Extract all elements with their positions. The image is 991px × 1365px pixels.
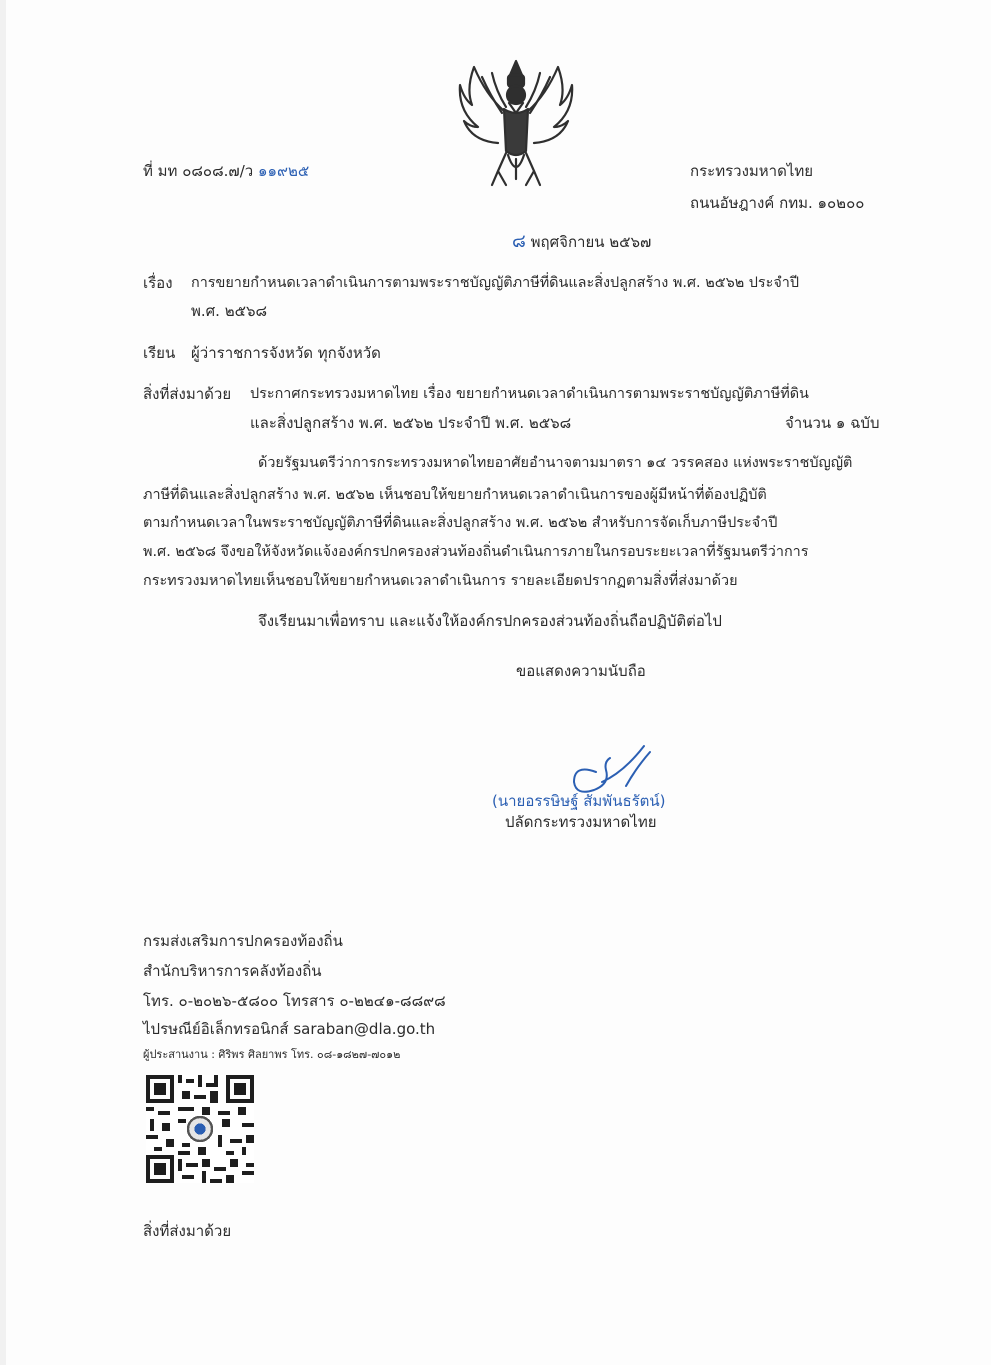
letter-date — [512, 231, 651, 253]
enclosure-label: สิ่งที่ส่งมาด้วย — [143, 385, 232, 403]
footer-email: ไปรษณีย์อิเล็กทรอนิกส์ saraban@dla.go.th — [143, 1020, 436, 1038]
subject-line-1: การขยายกำหนดเวลาดำเนินการตามพระราชบัญญัติภาษีที่ดินและสิ่งปลูกสร้าง พ.ศ. ๒๕๖๒ ประจำปี — [191, 275, 800, 291]
footer-phone: โทร. ๐-๒๐๒๖-๕๘๐๐ โทรสาร ๐-๒๒๔๑-๘๘๙๘ — [143, 992, 446, 1010]
closing-salutation: ขอแสดงความนับถือ — [516, 662, 646, 680]
body-line-3: ตามกำหนดเวลาในพระราชบัญญัติภาษีที่ดินและสิ่งปลูกสร้าง พ.ศ. ๒๕๖๒ สำหรับการจัดเก็บภาษีประจำปี — [143, 515, 778, 531]
date-month-year: พฤศจิกายน ๒๕๖๗ — [530, 233, 652, 251]
body-line-1: ด้วยรัฐมนตรีว่าการกระทรวงมหาดไทยอาศัยอำนาจตามมาตรา ๑๔ วรรคสอง แห่งพระราชบัญญัติ — [258, 455, 853, 471]
attachment-label: สิ่งที่ส่งมาด้วย — [143, 1222, 232, 1240]
date-day: ๘ — [512, 231, 526, 252]
subject-label: เรื่อง — [143, 274, 173, 292]
recipient-label: เรียน — [143, 344, 176, 362]
footer-coordinator: ผู้ประสานงาน : ศิริพร ศิลยาพร โทร. ๐๘-๑๘๒๗-๗๐๑๒ — [143, 1048, 401, 1061]
recipient-value: ผู้ว่าราชการจังหวัด ทุกจังหวัด — [191, 344, 381, 362]
reference-number: ๑๑๙๒๕ — [257, 162, 310, 180]
body-line-4: พ.ศ. ๒๕๖๘ จึงขอให้จังหวัดแจ้งองค์กรปกครองส่วนท้องถิ่นดำเนินการภายในกรอบระยะเวลาที่รัฐมนตรีว่าการ — [143, 544, 809, 560]
body-paragraph-2: จึงเรียนมาเพื่อทราบ และแจ้งให้องค์กรปกครองส่วนท้องถิ่นถือปฏิบัติต่อไป — [258, 612, 722, 630]
body-line-5: กระทรวงมหาดไทยเห็นชอบให้ขยายกำหนดเวลาดำเนินการ รายละเอียดปรากฏตามสิ่งที่ส่งมาด้วย — [143, 573, 738, 589]
body-line-2: ภาษีที่ดินและสิ่งปลูกสร้าง พ.ศ. ๒๕๖๒ เห็นชอบให้ขยายกำหนดเวลาดำเนินการของผู้มีหน้าที่ต้องปฏิบัติ — [143, 487, 767, 503]
ministry-name: กระทรวงมหาดไทย — [690, 162, 814, 180]
subject-line-2: พ.ศ. ๒๕๖๘ — [191, 302, 268, 320]
page-edge — [0, 0, 6, 1365]
footer-office: สำนักบริหารการคลังท้องถิ่น — [143, 962, 322, 980]
qr-code-icon[interactable] — [146, 1075, 254, 1183]
reference-line — [143, 160, 309, 182]
enclosure-line-1: ประกาศกระทรวงมหาดไทย เรื่อง ขยายกำหนดเวลาดำเนินการตามพระราชบัญญัติภาษีที่ดิน — [250, 386, 809, 402]
reference-prefix: ที่ มท ๐๘๐๘.๗/ว — [143, 162, 254, 180]
signer-name: (นายอรรษิษฐ์ สัมพันธรัตน์) — [492, 792, 666, 810]
footer-department: กรมส่งเสริมการปกครองท้องถิ่น — [143, 932, 343, 950]
ministry-address: ถนนอัษฎางค์ กทม. ๑๐๒๐๐ — [690, 194, 865, 212]
signer-title: ปลัดกระทรวงมหาดไทย — [505, 813, 657, 831]
garuda-emblem-icon — [452, 55, 580, 191]
enclosure-line-2: และสิ่งปลูกสร้าง พ.ศ. ๒๕๖๒ ประจำปี พ.ศ. ๒๕๖๘ — [250, 414, 572, 432]
enclosure-count: จำนวน ๑ ฉบับ — [785, 414, 880, 432]
